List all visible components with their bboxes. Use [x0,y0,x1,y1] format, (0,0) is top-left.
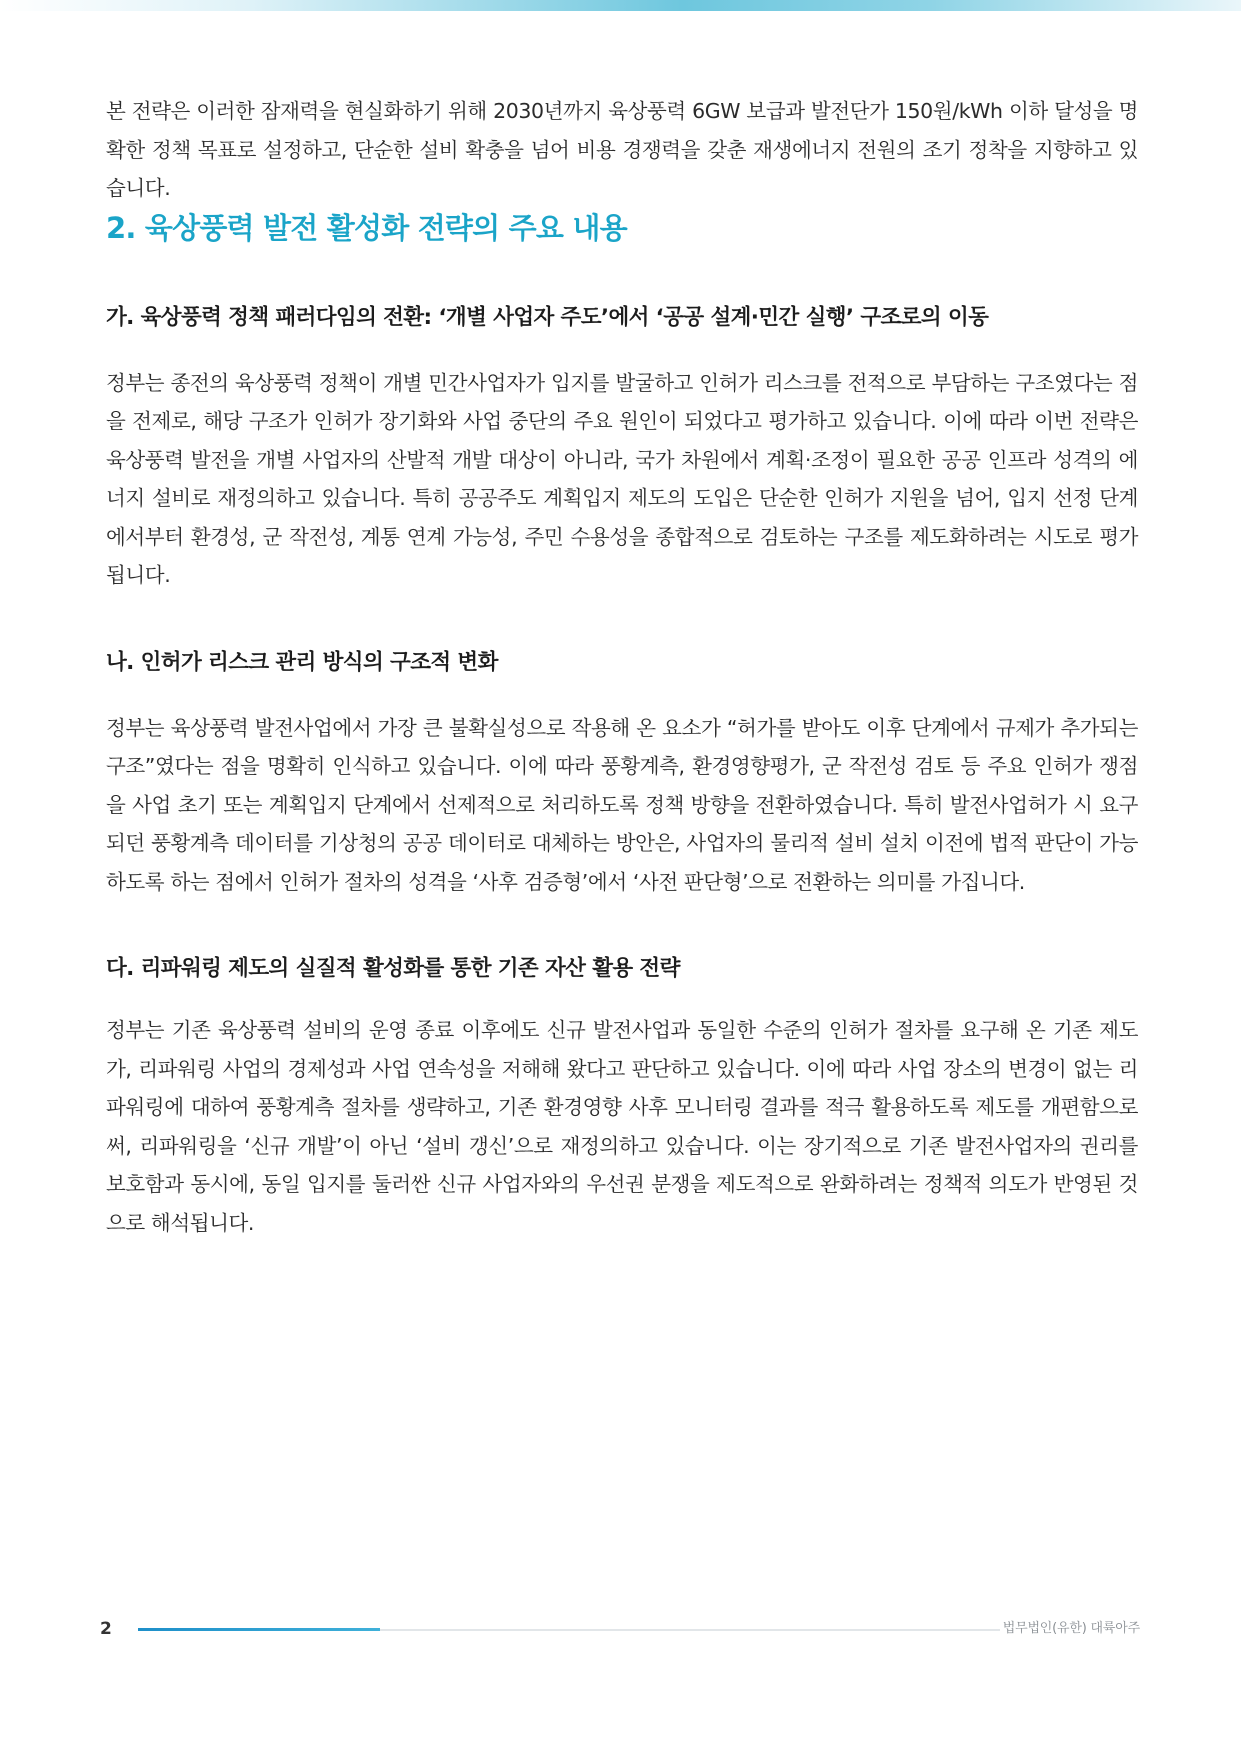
footer-accent-line [138,1628,380,1631]
top-gradient-bar [0,0,1241,11]
subsection-paragraph-da: 정부는 기존 육상풍력 설비의 운영 종료 이후에도 신규 발전사업과 동일한 수준의 인허가 절차를 요구해 온 기존 제도가, 리파워링 사업의 경제성과 사업 연속성을 저해해 왔다고 판단하고 있습니다. 이에 따라 사업 장소의 변경이 없는 리파워링에 대하여 풍황계측 절차를 생략하고, 기존 환경영향 사후 모니터링 결과를 적극 활용하도록 제도를 개편함으로써, 리파워링을 ‘신규 개발’이 아닌 ‘설비 갱신’으로 재정의하고 있습니다. 이는 장기적으로 기존 발전사업자의 권리를 보호함과 동시에, 동일 입지를 둘러싼 신규 사업자와의 우선권 분쟁을 제도적으로 완화하려는 정책적 의도가 반영된 것으로 해석됩니다. [106,1018,1138,1235]
intro-paragraph: 본 전략은 이러한 잠재력을 현실화하기 위해 2030년까지 육상풍력 6GW 보급과 발전단가 150원/kWh 이하 달성을 명확한 정책 목표로 설정하고, 단순한 설비 확충을 넘어 비용 경쟁력을 갖춘 재생에너지 전원의 조기 정착을 지향하고 있습니다. [106,99,1138,200]
page-footer [100,1614,1140,1644]
section-title: 2. 육상풍력 발전 활성화 전략의 주요 내용 [106,210,627,245]
subsection-heading-ga: 가. 육상풍력 정책 패러다임의 전환: ‘개별 사업자 주도’에서 ‘공공 설계·민간 실행’ 구조로의 이동 [106,304,989,330]
subsection-paragraph-na: 정부는 육상풍력 발전사업에서 가장 큰 불확실성으로 작용해 온 요소가 “허가를 받아도 이후 단계에서 규제가 추가되는 구조”였다는 점을 명확히 인식하고 있습니다. 이에 따라 풍황계측, 환경영향평가, 군 작전성 검토 등 주요 인허가 쟁점을 사업 초기 또는 계획입지 단계에서 선제적으로 처리하도록 정책 방향을 전환하였습니다. 특히 발전사업허가 시 요구되던 풍황계측 데이터를 기상청의 공공 데이터로 대체하는 방안은, 사업자의 물리적 설비 설치 이전에 법적 판단이 가능하도록 하는 점에서 인허가 절차의 성격을 ‘사후 검증형’에서 ‘사전 판단형’으로 전환하는 의미를 가집니다. [106,715,1138,894]
document-body [106,92,1138,1242]
subsection-heading-na: 나. 인허가 리스크 관리 방식의 구조적 변화 [106,649,498,675]
subsection-paragraph-ga: 정부는 종전의 육상풍력 정책이 개별 민간사업자가 입지를 발굴하고 인허가 리스크를 전적으로 부담하는 구조였다는 점을 전제로, 해당 구조가 인허가 장기화와 사업 중단의 주요 원인이 되었다고 평가하고 있습니다. 이에 따라 이번 전략은 육상풍력 발전을 개별 사업자의 산발적 개발 대상이 아니라, 국가 차원에서 계획·조정이 필요한 공공 인프라 성격의 에너지 설비로 재정의하고 있습니다. 특히 공공주도 계획입지 제도의 도입은 단순한 인허가 지원을 넘어, 입지 선정 단계에서부터 환경성, 군 작전성, 계통 연계 가능성, 주민 수용성을 종합적으로 검토하는 구조를 제도화하려는 시도로 평가됩니다. [106,370,1138,587]
subsection-heading-da: 다. 리파워링 제도의 실질적 활성화를 통한 기존 자산 활용 전략 [106,956,680,981]
firm-name: 법무법인(유한) 대륙아주 [1002,1621,1140,1636]
page-number: 2 [100,1619,112,1639]
